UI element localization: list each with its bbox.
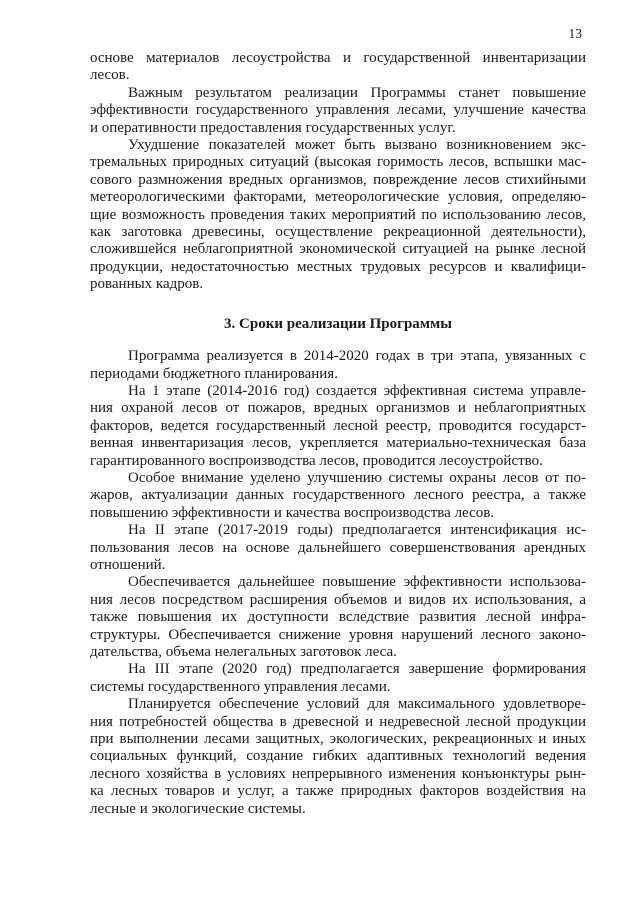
text-line: рованных кадров. <box>90 276 204 293</box>
text-line: щие возможность проведения таких мероприятий по использованию лесов, <box>90 206 586 223</box>
text-line: периодами бюджетного планирования. <box>90 365 338 382</box>
paragraph <box>90 696 586 818</box>
text-line: Ухудшение показателей может быть вызвано возникновением экс- <box>128 137 586 154</box>
text-line: гарантированного воспроизводства лесов, проводится лесоустройство. <box>90 452 543 469</box>
page-number: 13 <box>568 26 582 41</box>
text-line: жаров, актуализации данных государственного лесного реестра, а также <box>90 487 586 504</box>
paragraph <box>90 574 586 661</box>
text-line: продукции, недостаточностью местных трудовых ресурсов и квалифици- <box>90 258 586 275</box>
text-line: На III этапе (2020 год) предполагается завершение формирования <box>128 661 586 678</box>
text-line: метеорологическими факторами, метеорологические условия, определяю- <box>90 189 586 206</box>
text-line: как заготовка древесины, осуществление рекреационной деятельности), <box>90 224 586 241</box>
intro-section <box>90 50 586 294</box>
paragraph <box>90 470 586 522</box>
text-line: факторов, ведется государственный лесной реестр, проводится государст- <box>90 417 586 434</box>
section-body <box>90 348 586 818</box>
paragraph <box>90 50 586 85</box>
text-line: пользования лесов на основе дальнейшего совершенствования арендных <box>90 539 586 556</box>
document-body <box>90 50 586 818</box>
text-line: На II этапе (2017-2019 годы) предполагается интенсификация ис- <box>128 522 586 539</box>
text-line: тремальных природных ситуаций (высокая горимость лесов, вспышки мас- <box>90 154 586 171</box>
text-line: повышению эффективности и качества воспроизводства лесов. <box>90 504 495 521</box>
paragraph <box>90 348 586 383</box>
text-line: Программа реализуется в 2014-2020 годах в три этапа, увязанных с <box>128 348 586 365</box>
text-line: при выполнении лесами защитных, экологических, рекреационных и иных <box>90 731 586 748</box>
text-line: сложившейся неблагоприятной экономической ситуацией на рынке лесной <box>90 241 586 258</box>
paragraph <box>90 85 586 137</box>
text-line: и оперативности предоставления государственных услуг. <box>90 119 456 136</box>
paragraph <box>90 137 586 294</box>
text-line: дательства, объема нелегальных заготовок леса. <box>90 644 397 660</box>
text-line: сового размножения вредных организмов, повреждение лесов стихийными <box>90 171 586 188</box>
text-line: ния лесов посредством расширения объемов и видов их использования, а <box>90 591 586 608</box>
text-line: отношений. <box>90 556 166 573</box>
text-line: На 1 этапе (2014-2016 год) создается эффективная система управле- <box>128 382 586 399</box>
text-line: системы государственного управления лесами. <box>90 678 391 695</box>
text-line: Особое внимание уделено улучшению системы охраны лесов от по- <box>128 469 586 486</box>
text-line: основе материалов лесоустройства и государственной инвентаризации <box>90 50 586 66</box>
paragraph <box>90 383 586 470</box>
text-line: социальных функций, создание гибких адаптивных технологий ведения <box>90 748 586 765</box>
text-line: ния охраной лесов от пожаров, вредных организмов и неблагоприятных <box>90 400 586 417</box>
text-line: лесов. <box>90 67 130 84</box>
paragraph <box>90 522 586 574</box>
text-line: ка лесных товаров и услуг, а также природных факторов воздействия на <box>90 783 586 800</box>
section-heading: 3. Сроки реализации Программы <box>224 315 452 332</box>
text-line: лесные и экологические системы. <box>90 800 306 817</box>
text-line: также повышения их доступности вследствие развития лесной инфра- <box>90 609 586 626</box>
text-line: венная инвентаризация лесов, укрепляется материально-техническая база <box>90 435 586 452</box>
text-line: структуры. Обеспечивается снижение уровня нарушений лесного законо- <box>90 626 586 643</box>
text-line: Важным результатом реализации Программы станет повышение <box>128 84 586 101</box>
text-line: эффективности государственного управления лесами, улучшение качества <box>90 102 586 119</box>
text-line: Обеспечивается дальнейшее повышение эффективности использова- <box>128 574 586 591</box>
text-line: ния потребностей общества в древесной и недревесной лесной продукции <box>90 713 586 730</box>
text-line: лесного хозяйства в условиях непрерывного изменения конъюнктуры рын- <box>90 765 586 782</box>
paragraph <box>90 661 586 696</box>
text-line: Планируется обеспечение условий для максимального удовлетворе- <box>128 696 586 713</box>
